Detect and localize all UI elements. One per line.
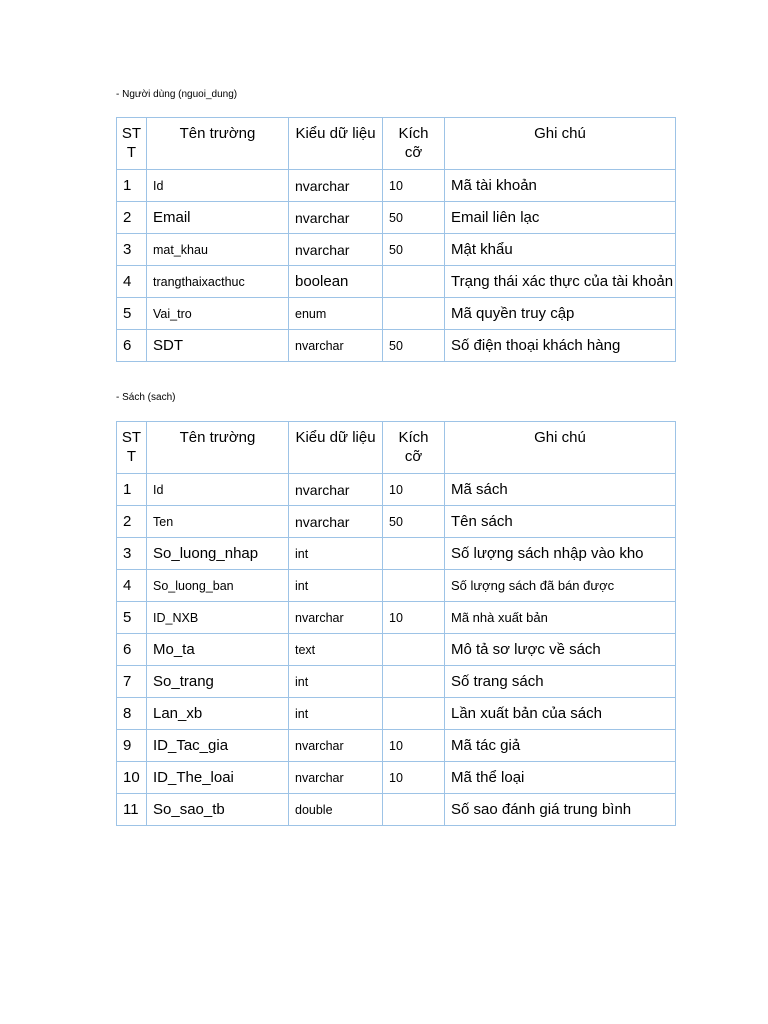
row-data-type: int — [289, 570, 383, 602]
table-row — [117, 698, 676, 730]
row-data-type: boolean — [289, 266, 383, 298]
row-stt: 4 — [117, 266, 147, 298]
row-size: 50 — [383, 202, 445, 234]
row-note: Mật khẩu — [445, 234, 676, 266]
header-size: Kích cỡ — [383, 118, 445, 170]
row-size: 10 — [383, 762, 445, 794]
row-stt: 3 — [117, 538, 147, 570]
table-row — [117, 538, 676, 570]
table-row — [117, 474, 676, 506]
row-note: Trạng thái xác thực của tài khoản — [445, 266, 676, 298]
row-data-type: text — [289, 634, 383, 666]
row-data-type: nvarchar — [289, 762, 383, 794]
row-note: Mã thể loại — [445, 762, 676, 794]
row-size — [383, 538, 445, 570]
row-size — [383, 266, 445, 298]
table-sach — [116, 421, 676, 826]
row-note: Số sao đánh giá trung bình — [445, 794, 676, 826]
header-note: Ghi chú — [445, 422, 676, 474]
row-note: Mã tài khoản — [445, 170, 676, 202]
row-field-name: So_trang — [147, 666, 289, 698]
table-row — [117, 234, 676, 266]
row-field-name: mat_khau — [147, 234, 289, 266]
row-note: Mã nhà xuất bản — [445, 602, 676, 634]
row-size — [383, 698, 445, 730]
header-data-type: Kiểu dữ liệu — [289, 118, 383, 170]
row-size: 50 — [383, 330, 445, 362]
table-row — [117, 666, 676, 698]
row-stt: 7 — [117, 666, 147, 698]
row-size — [383, 794, 445, 826]
header-stt: ST T — [117, 422, 147, 474]
row-field-name: Lan_xb — [147, 698, 289, 730]
row-stt: 2 — [117, 506, 147, 538]
table-nguoi-dung — [116, 117, 676, 362]
row-stt: 5 — [117, 298, 147, 330]
section-title-sach: - Sách (sach) — [116, 392, 176, 403]
header-stt: ST T — [117, 118, 147, 170]
row-size — [383, 634, 445, 666]
row-size — [383, 298, 445, 330]
row-note: Số lượng sách nhập vào kho — [445, 538, 676, 570]
table-header-row — [117, 422, 676, 474]
row-stt: 4 — [117, 570, 147, 602]
table-row — [117, 794, 676, 826]
header-field-name: Tên trường — [147, 118, 289, 170]
table-header-row — [117, 118, 676, 170]
row-size — [383, 570, 445, 602]
row-note: Email liên lạc — [445, 202, 676, 234]
table-row — [117, 570, 676, 602]
row-field-name: So_sao_tb — [147, 794, 289, 826]
row-data-type: int — [289, 538, 383, 570]
row-note: Lần xuất bản của sách — [445, 698, 676, 730]
row-note: Số lượng sách đã bán được — [445, 570, 676, 602]
row-stt: 8 — [117, 698, 147, 730]
row-data-type: nvarchar — [289, 234, 383, 266]
row-stt: 5 — [117, 602, 147, 634]
table-row — [117, 506, 676, 538]
table-row — [117, 602, 676, 634]
header-data-type: Kiểu dữ liệu — [289, 422, 383, 474]
row-stt: 1 — [117, 170, 147, 202]
row-data-type: nvarchar — [289, 506, 383, 538]
row-size: 10 — [383, 170, 445, 202]
row-data-type: nvarchar — [289, 602, 383, 634]
table-row — [117, 330, 676, 362]
table-row — [117, 298, 676, 330]
row-note: Mã quyền truy cập — [445, 298, 676, 330]
row-field-name: Id — [147, 170, 289, 202]
row-note: Mô tả sơ lược về sách — [445, 634, 676, 666]
row-size: 50 — [383, 234, 445, 266]
row-stt: 3 — [117, 234, 147, 266]
row-field-name: ID_The_loai — [147, 762, 289, 794]
row-data-type: nvarchar — [289, 730, 383, 762]
row-field-name: Vai_tro — [147, 298, 289, 330]
row-stt: 2 — [117, 202, 147, 234]
row-note: Mã sách — [445, 474, 676, 506]
row-field-name: So_luong_nhap — [147, 538, 289, 570]
row-field-name: Ten — [147, 506, 289, 538]
row-field-name: Email — [147, 202, 289, 234]
row-field-name: So_luong_ban — [147, 570, 289, 602]
row-stt: 9 — [117, 730, 147, 762]
row-data-type: double — [289, 794, 383, 826]
row-stt: 10 — [117, 762, 147, 794]
row-field-name: Mo_ta — [147, 634, 289, 666]
row-data-type: int — [289, 666, 383, 698]
header-note: Ghi chú — [445, 118, 676, 170]
row-data-type: nvarchar — [289, 202, 383, 234]
row-data-type: enum — [289, 298, 383, 330]
table-row — [117, 202, 676, 234]
row-size: 10 — [383, 730, 445, 762]
row-size: 10 — [383, 474, 445, 506]
row-data-type: nvarchar — [289, 170, 383, 202]
row-data-type: nvarchar — [289, 474, 383, 506]
header-field-name: Tên trường — [147, 422, 289, 474]
row-stt: 6 — [117, 330, 147, 362]
section-title-nguoi-dung: - Người dùng (nguoi_dung) — [116, 89, 238, 100]
table-row — [117, 730, 676, 762]
row-note: Mã tác giả — [445, 730, 676, 762]
row-stt: 1 — [117, 474, 147, 506]
row-note: Số điện thoại khách hàng — [445, 330, 676, 362]
table-row — [117, 634, 676, 666]
row-stt: 6 — [117, 634, 147, 666]
row-field-name: ID_NXB — [147, 602, 289, 634]
row-size: 10 — [383, 602, 445, 634]
row-data-type: int — [289, 698, 383, 730]
header-size: Kích cỡ — [383, 422, 445, 474]
row-field-name: ID_Tac_gia — [147, 730, 289, 762]
table-row — [117, 266, 676, 298]
row-stt: 11 — [117, 794, 147, 826]
row-size — [383, 666, 445, 698]
row-field-name: trangthaixacthuc — [147, 266, 289, 298]
row-data-type: nvarchar — [289, 330, 383, 362]
row-field-name: Id — [147, 474, 289, 506]
row-field-name: SDT — [147, 330, 289, 362]
row-note: Tên sách — [445, 506, 676, 538]
row-note: Số trang sách — [445, 666, 676, 698]
row-size: 50 — [383, 506, 445, 538]
table-row — [117, 762, 676, 794]
table-row — [117, 170, 676, 202]
